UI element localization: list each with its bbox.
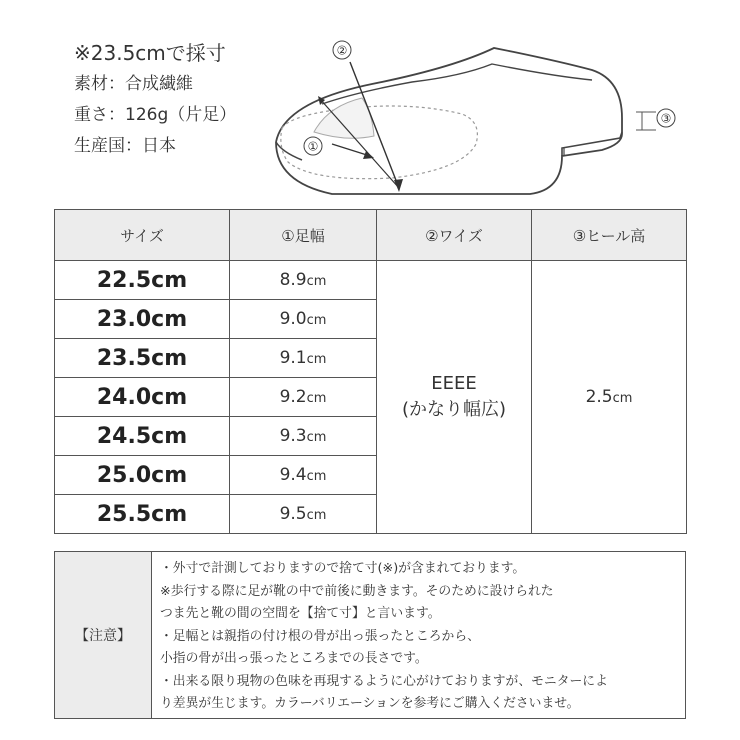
notice-line: ・外寸で計測しておりますので捨て寸(※)が含まれております。 xyxy=(160,561,526,576)
size-table-header xyxy=(55,210,687,261)
size-cell: 25.5cm xyxy=(55,495,230,534)
foot-width-cell xyxy=(230,300,377,339)
header-foot-width: ①足幅 xyxy=(230,210,377,261)
foot-width-value: 9.4 xyxy=(279,465,307,485)
diagram-label-3: ③ xyxy=(660,111,672,126)
unit-label: cm xyxy=(306,430,327,445)
notice-line: ・足幅とは親指の付け根の骨が出っ張ったところから、 xyxy=(160,628,480,644)
heel-height-value: 2.5 xyxy=(585,387,613,407)
size-cell: 24.0cm xyxy=(55,378,230,417)
width-cell xyxy=(377,261,532,534)
notice-line: つま先と靴の間の空間を【捨て寸】と言います。 xyxy=(160,606,441,621)
header-heel-height: ③ヒール高 xyxy=(532,210,687,261)
foot-width-cell xyxy=(230,339,377,378)
foot-width-cell xyxy=(230,456,377,495)
diagram-label-1: ① xyxy=(307,139,319,154)
shoe-illustration xyxy=(262,32,692,202)
material-text: 素材：合成繊維 xyxy=(74,74,193,94)
notice-label: 【注意】 xyxy=(55,552,152,719)
header-size: サイズ xyxy=(55,210,230,261)
notice-box xyxy=(54,551,686,719)
size-cell: 23.0cm xyxy=(55,300,230,339)
header-width: ②ワイズ xyxy=(377,210,532,261)
size-cell: 25.0cm xyxy=(55,456,230,495)
size-cell: 22.5cm xyxy=(55,261,230,300)
foot-width-value: 9.2 xyxy=(279,387,307,407)
foot-width-cell xyxy=(230,378,377,417)
foot-width-cell xyxy=(230,261,377,300)
foot-width-value: 8.9 xyxy=(279,270,307,290)
foot-width-value: 9.0 xyxy=(279,309,307,329)
foot-width-value: 9.3 xyxy=(279,426,307,446)
unit-label: cm xyxy=(306,274,327,289)
heel-height-cell xyxy=(532,261,687,534)
spec-info xyxy=(74,38,236,162)
measurement-note: ※23.5cmで採寸 xyxy=(74,41,226,65)
foot-width-cell xyxy=(230,417,377,456)
foot-width-value: 9.1 xyxy=(279,348,307,368)
weight-text: 重さ：126g（片足） xyxy=(74,105,237,125)
notice-text xyxy=(152,552,686,719)
unit-label: cm xyxy=(306,352,327,367)
notice-line: ※歩行する際に足が靴の中で前後に動きます。そのために設けられた xyxy=(160,583,554,599)
width-description: (かなり幅広) xyxy=(401,399,507,420)
foot-width-value: 9.5 xyxy=(279,504,307,524)
notice-line: 小指の骨が出っ張ったところまでの長さです。 xyxy=(160,651,428,666)
unit-label: cm xyxy=(306,508,327,523)
diagram-label-2: ② xyxy=(336,43,348,58)
table-row xyxy=(55,261,687,300)
size-cell: 24.5cm xyxy=(55,417,230,456)
size-table xyxy=(54,209,687,534)
width-value: EEEE xyxy=(431,373,477,394)
unit-label: cm xyxy=(306,313,327,328)
unit-label: cm xyxy=(612,391,633,406)
foot-width-cell xyxy=(230,495,377,534)
unit-label: cm xyxy=(306,469,327,484)
unit-label: cm xyxy=(306,391,327,406)
notice-line: ・出来る限り現物の色味を再現するように心がけておりますが、モニターによ xyxy=(160,673,608,689)
origin-text: 生産国：日本 xyxy=(74,136,176,156)
notice-line: り差異が生じます。カラーバリエーションを参考にご購入くださいませ。 xyxy=(160,696,580,711)
size-cell: 23.5cm xyxy=(55,339,230,378)
